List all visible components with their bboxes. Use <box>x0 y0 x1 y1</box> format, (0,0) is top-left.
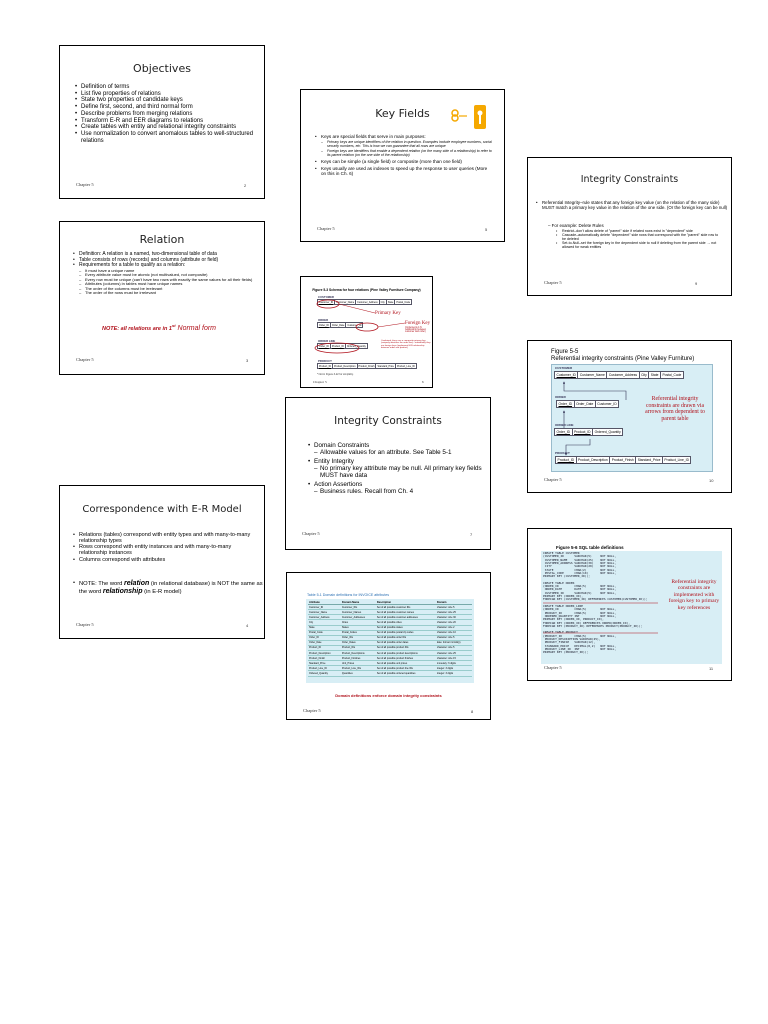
sql-line: STANDARD_PRICE DECIMAL(8,2) NOT NULL, <box>543 643 617 648</box>
table-cell: Customer_Name <box>308 610 341 615</box>
foreign-key-callout: Foreign Key <box>405 321 431 326</box>
relation-requirement: – Every attribute value must be atomic (not multivalued, not composite) <box>73 273 259 277</box>
column-cell: Product_Finish <box>358 364 375 368</box>
table-cell: integer: 3 digits <box>436 666 472 671</box>
sql-line: PRODUCT_ID CHAR(5) NOT NULL, <box>543 610 617 615</box>
column-cell: Customer_ID <box>597 402 617 406</box>
key-bullet: • Keys are special fields that serve in main purposes: <box>315 134 493 139</box>
table-cell: Product_Finishes <box>341 656 376 661</box>
pk-oval-customer <box>317 300 339 308</box>
constraint-type: • Entity Integrity <box>308 458 486 465</box>
table-cell: Postal_Codes <box>341 630 376 635</box>
column-cell: Product_Line_ID <box>664 458 689 462</box>
table-cell: character: size 5 <box>436 605 472 610</box>
table-cell: Set of all possible product line IDs <box>376 666 436 671</box>
relation-requirement: – The order of the columns must be irrelevant <box>73 287 259 291</box>
chapter-label: Chapter 5 <box>544 280 562 285</box>
slide-key-fields <box>300 89 505 242</box>
table-cell: Set of all possible unit prices <box>376 661 436 666</box>
note-part: (in E-R model) <box>142 589 182 596</box>
sql-line: (CUSTOMER_ID VARCHAR(5) NOT NULL, <box>543 554 617 559</box>
normal-form-note <box>102 323 216 332</box>
sql-line: PRODUCT_DESCRIPTION VARCHAR(25), <box>543 637 601 642</box>
sql-line: CUSTOMER_ID VARCHAR(5) NOT NULL, <box>543 590 617 595</box>
table-cell: Product_Line_ID <box>308 666 341 671</box>
column-header: Attribute <box>308 600 341 605</box>
table-cell: Set of all possible customer names <box>376 610 436 615</box>
table-cell: Set of all possible order IDs <box>376 635 436 640</box>
column-cell: Product_ID <box>319 364 331 368</box>
delete-rule: • Set-to-Null–set the foreign key in the dependent side to null if deleting from the parent side → not allowed for weak entities <box>556 241 721 249</box>
table-cell: character: size 5 <box>436 635 472 640</box>
table-cell: character: size 25 <box>436 610 472 615</box>
table-cell: character: size 2 <box>436 625 472 630</box>
table-cell: City <box>308 620 341 625</box>
column-cell: Product_Line_ID <box>396 364 415 368</box>
page-number: 10 <box>709 478 714 483</box>
chapter-label: Chapter 5 <box>317 226 335 231</box>
relation-bullet: • Table consists of rows (records) and columns (attribute or field) <box>73 258 259 264</box>
chapter-label: Chapter 5 <box>76 622 94 627</box>
table-label-order: ORDER <box>555 395 566 399</box>
sql-line: CITY VARCHAR(20) NOT NULL, <box>543 564 617 569</box>
table-label-order-line: ORDER LINE <box>555 423 574 427</box>
column-cell: Product_Description <box>578 458 608 462</box>
page-number: 6 <box>422 380 424 384</box>
chapter-label: Chapter 5 <box>544 477 562 482</box>
column-cell: Product_ID <box>574 430 591 434</box>
sql-line: ORDER_DATE DATE NOT NULL, <box>543 587 617 592</box>
sql-line: FOREIGN KEY (PRODUCT_ID) REFERENCES PRODUCT(PRODUCT_ID)); <box>543 623 643 628</box>
column-cell: Customer_Address <box>608 373 638 377</box>
slide-title: Correspondence with E-R Model <box>82 504 242 515</box>
note-relation: relation <box>124 580 150 587</box>
slide-figure-sql <box>527 528 732 681</box>
table-cell: character: size 15 <box>436 656 472 661</box>
referential-bullet: • Referential Integrity–rule states that any foreign key value (on the relation of the many side) MUST match a primary key value in the relation of the one side. (Or the foreign key can be null) <box>536 200 728 211</box>
table-cell: Set of all possible ordered quantities <box>376 671 436 676</box>
chapter-label: Chapter 5 <box>544 665 562 670</box>
constraint-type: • Domain Constraints <box>308 442 486 449</box>
table-cell: integer: 3 digits <box>436 671 472 676</box>
column-cell: Order_ID <box>558 402 573 406</box>
relation-requirement: – Attributes (columns) in tables must have unique names <box>73 282 259 286</box>
objective-item: • Transform E-R and EER diagrams to relations <box>75 118 255 125</box>
sql-line: PRODUCT_LINE_ID INT NOT NULL, <box>543 647 617 652</box>
table-cell: character: size 20 <box>436 620 472 625</box>
column-cell: Order_ID <box>319 323 329 327</box>
column-cell: City <box>641 373 647 377</box>
relation-note: • NOTE: The word relation (in relational database) is NOT the same as the word relationship (in E-R model) <box>73 580 263 596</box>
pk-pointer <box>339 304 375 313</box>
table-cell: Product_IDs <box>341 645 376 650</box>
objective-item: • Describe problems from merging relations <box>75 111 255 118</box>
table-cell: States <box>341 625 376 630</box>
delete-rules-sub: – For example: Delete Rules <box>548 223 604 228</box>
arrow-order-line-to-product <box>566 439 590 455</box>
objective-item: • Use normalization to convert anomalous tables to well-structured relations <box>75 131 255 144</box>
sql-line: PRIMARY KEY (PRODUCT_ID)); <box>543 650 589 655</box>
table-cell: Product_Descriptions <box>341 651 376 656</box>
slide-figure-schema <box>300 276 433 388</box>
column-cell: Customer_Name <box>336 300 355 304</box>
table-cell: Set of all possible states <box>376 625 436 630</box>
sql-line: FOREIGN KEY (CUSTOMER_ID) REFERENCES CUSTOMER(CUSTOMER_ID)); <box>543 597 648 602</box>
figure-title: Figure 5-6 SQL table definitions <box>556 545 624 550</box>
column-header: Domain Name <box>341 600 376 605</box>
page-number: 5 <box>485 227 488 232</box>
column-cell: Ordered_Quantity <box>346 344 366 348</box>
table-cell: character: size 10 <box>436 630 472 635</box>
table-cell: Set of all possible customer IDs <box>376 605 436 610</box>
chapter-label: Chapter 5 <box>76 182 94 187</box>
table-cell: Product_Finish <box>308 656 341 661</box>
figure-title: Figure 5-3 Schema for four relations (Pine Valley Furniture Company) <box>312 288 421 292</box>
column-header: Description <box>376 600 436 605</box>
column-cell: Product_Finish <box>611 458 634 462</box>
key-bullet: • Keys usually are used as indexes to speed up the response to user queries (More on this in Ch. 6) <box>315 166 493 176</box>
table-cell: Order_IDs <box>341 635 376 640</box>
table-cell: Set of all possible order dates <box>376 640 436 645</box>
relation-bullet: • Definition: A relation is a named, two-dimensional table of data <box>73 252 259 258</box>
sql-line: PRODUCT_FINISH VARCHAR(12), <box>543 640 596 645</box>
table-cell: character: size 25 <box>436 651 472 656</box>
key-sub-item: – Primary keys are unique identifiers of the relation in question. Examples include employee numbers, social security numbers, etc. This is how we can guarantee that all rows are unique <box>315 141 493 149</box>
key-highlight-ovals <box>301 277 433 388</box>
key-bullet: • Keys can be simple (a single field) or composite (more than one field) <box>315 159 493 164</box>
slide-objectives <box>59 45 265 199</box>
constraint-detail: – Allowable values for an attribute. See Table 5-1 <box>308 449 486 456</box>
table-cell: Postal_Code <box>308 630 341 635</box>
bullet-list <box>73 532 259 563</box>
slide-correspondence <box>59 485 265 639</box>
primary-key-callout: Primary Key <box>375 311 401 316</box>
sql-line: CUSTOMER_ADDRESS VARCHAR(30) NOT NULL, <box>543 560 617 565</box>
relation-requirement: – Every row must be unique (can't have two rows with exactly the same values for all their fields) <box>73 278 259 282</box>
table-cell: Standard_Price <box>308 661 341 666</box>
sub-text: For example: Delete Rules <box>551 223 604 228</box>
table-cell: Product_ID <box>308 645 341 650</box>
table-cell: Set of all possible product finishes <box>376 656 436 661</box>
referential-note: Referential integrity constraints are drawn via arrows from dependent to parent table <box>645 396 705 422</box>
table-cell: Set of all possible postal zip codes <box>376 630 436 635</box>
table-cell: Cities <box>341 620 376 625</box>
table-cell: Customer_ID <box>308 605 341 610</box>
table-cell: State <box>308 625 341 630</box>
table-cell: date: format mm/dd/yy <box>436 640 472 645</box>
column-cell: Customer_ID <box>556 373 576 377</box>
column-cell: Order_ID <box>319 344 329 348</box>
table-cell: Set of all possible product descriptions <box>376 651 436 656</box>
table-cell: Customer_IDs <box>341 605 376 610</box>
ck-oval-order-line <box>315 343 359 353</box>
table-cell: character: size 5 <box>436 645 472 650</box>
page-number: 7 <box>470 532 473 537</box>
page-number: 3 <box>246 358 249 363</box>
chapter-label: Chapter 5 <box>313 380 327 384</box>
table-cell: Set of all possible cities <box>376 620 436 625</box>
relation-bullet: • Requirements for a table to qualify as a relation: <box>73 263 259 269</box>
note-part: (in relational database) is NOT the same as the word <box>79 581 263 596</box>
page-number: 9 <box>695 281 698 286</box>
table-label-product: PRODUCT <box>555 451 570 455</box>
key-sub-item: – Foreign keys are identifiers that enable a dependent relation (on the many side of a relationship) to refer to its parent relation (on the one side of the relationship) <box>315 150 493 158</box>
sql-note: Referential integrity constraints are implemented with foreign key to primary key references <box>668 579 720 611</box>
sql-line: (ORDER_ID CHAR(5) NOT NULL, <box>543 584 617 589</box>
table-title: Table 5-1 Domain definitions for INVOICE attributes <box>307 593 390 597</box>
sql-line: CREATE TABLE PRODUCT <box>543 630 578 635</box>
page-number: 11 <box>709 666 714 671</box>
note-relationship: relationship <box>102 588 143 596</box>
chapter-label: Chapter 5 <box>302 531 320 536</box>
sql-line: PRIMARY KEY (ORDER_ID), <box>543 594 584 599</box>
table-cell: Order_ID <box>308 635 341 640</box>
column-cell: Standard_Price <box>377 364 394 368</box>
bullet-list <box>315 134 493 178</box>
table-cell: Set of all possible customer addresses <box>376 615 436 620</box>
sql-line: FOREIGN KEY (ORDER_ID) REFERENCES ORDER(ORDER_ID), <box>543 620 631 625</box>
objective-item: • Definition of terms <box>75 84 255 91</box>
figure-footnote: * Not in Figure 3-22 for simplicity. <box>317 373 354 376</box>
slide-figure-referential <box>527 340 732 493</box>
objective-item: • Define first, second, and third normal form <box>75 104 255 111</box>
sql-line: STATE CHAR(2) NOT NULL, <box>543 567 617 572</box>
column-cell: Order_Date <box>576 402 594 406</box>
foreign-key-note: (implements 1:N relationship between customer and order) <box>405 327 427 333</box>
note-suffix: Normal form <box>175 324 217 332</box>
table-cell: Customer_Addresses <box>341 615 376 620</box>
sql-line: PRIMARY KEY (CUSTOMER_ID)); <box>543 574 590 579</box>
column-cell: Standard_Price <box>637 458 661 462</box>
chapter-label: Chapter 5 <box>76 357 94 362</box>
domain-definitions-table <box>308 600 472 677</box>
page-number: 4 <box>246 623 249 628</box>
table-cell: Set of all possible product IDs <box>376 645 436 650</box>
table-cell: Quantities <box>341 671 376 676</box>
composite-key-note: Combined, these are a composite primary key (uniquely identifies the order line)...individually they are foreign keys (implement M:N relationship between order and product) <box>381 340 431 350</box>
constraint-detail: – No primary key attribute may be null. All primary key fields MUST have data <box>308 465 486 479</box>
column-cell: Customer_ID <box>347 323 362 327</box>
objective-item: • List five properties of relations <box>75 91 255 98</box>
slide-title: Integrity Constraints <box>334 415 442 427</box>
column-cell: State <box>650 373 659 377</box>
table-cell: character: size 30 <box>436 615 472 620</box>
delete-rule: • Restrict–don't allow delete of "parent" side if related rows exist in "dependent" side <box>556 229 721 233</box>
sql-line: ORDERED_QUANTITY INT NOT NULL, <box>543 613 617 618</box>
sql-line: PRIMARY KEY (ORDER_ID, PRODUCT_ID), <box>543 617 604 622</box>
column-cell: City <box>380 300 385 304</box>
table-cell: Unit_Prices <box>341 661 376 666</box>
fk-oval-order <box>356 323 378 331</box>
sql-line: CREATE TABLE CUSTOMER <box>543 551 580 555</box>
column-cell: Order_ID <box>556 430 571 434</box>
slide-relation <box>59 221 265 375</box>
note-prefix: NOTE: all relations are in 1 <box>102 325 172 332</box>
bullet-list <box>308 442 486 497</box>
column-cell: Postal_Code <box>396 300 411 304</box>
slide-integrity-constraints-2 <box>527 157 732 296</box>
sql-line: CUSTOMER_NAME VARCHAR(25) NOT NULL, <box>543 557 617 562</box>
objective-item: • Create tables with entity and relational integrity constraints <box>75 124 255 131</box>
sql-line: CREATE TABLE ORDER <box>543 580 575 585</box>
key-icon <box>449 105 489 129</box>
table-label-order: ORDER <box>318 318 329 322</box>
chapter-label: Chapter 5 <box>303 708 321 713</box>
slide-title: Relation <box>139 233 185 246</box>
column-cell: Customer_ID <box>319 300 334 304</box>
sql-line: POSTAL_CODE CHAR(10) NOT NULL, <box>543 570 617 575</box>
delete-rule: • Cascade–automatically delete "dependent" side rows that correspond with the "parent" side row to be deleted <box>556 233 721 241</box>
delete-rules-list <box>556 229 721 249</box>
slide-title: Integrity Constraints <box>580 174 679 185</box>
slide-integrity-constraints-1 <box>285 397 491 550</box>
relation-requirement: – The order of the rows must be irrelevant <box>73 291 259 295</box>
column-cell: State <box>387 300 394 304</box>
table-cell: Product_Description <box>308 651 341 656</box>
page-number: 8 <box>471 709 474 714</box>
correspondence-bullet: • Rows correspond with entity instances and with many-to-many relationship instances <box>73 544 259 556</box>
correspondence-bullet: • Columns correspond with attributes <box>73 557 259 563</box>
arrow-order-to-customer <box>564 382 626 400</box>
bullet-list <box>75 84 255 144</box>
relation-requirement: – It must have a unique name <box>73 269 259 273</box>
table-cell: Product_Line_IDs <box>341 666 376 671</box>
bullet-list <box>73 252 259 296</box>
page-number: 2 <box>244 183 247 188</box>
column-cell: Product_Description <box>333 364 356 368</box>
table-cell: Customer_Address <box>308 615 341 620</box>
constraint-detail: – Business rules. Recall from Ch. 4 <box>308 488 486 495</box>
slide-title: Key Fields <box>375 107 430 120</box>
table-cell: Order_Date <box>308 640 341 645</box>
sql-line: CREATE TABLE ORDER_LINE <box>543 603 584 608</box>
column-cell: Product_ID <box>557 458 574 462</box>
column-cell: Customer_Address <box>357 300 378 304</box>
note-sup: st <box>172 323 176 328</box>
objective-item: • State two properties of candidate keys <box>75 97 255 104</box>
column-cell: Product_ID <box>331 344 344 348</box>
column-cell: Postal_Code <box>662 373 682 377</box>
table-cell: monetary: 6 digits <box>436 661 472 666</box>
column-cell: Customer_Name <box>579 373 605 377</box>
column-cell: Ordered_Quantity <box>594 430 621 434</box>
domain-caption: Domain definitions enforce domain integrity constraints <box>335 693 442 698</box>
table-label-customer: CUSTOMER <box>318 295 334 299</box>
slide-title: Objectives <box>133 62 191 75</box>
sql-line: (ORDER_ID CHAR(5) NOT NULL, <box>543 607 617 612</box>
table-row <box>308 671 472 676</box>
column-cell: Order_Date <box>331 323 345 327</box>
table-cell: Order_Dates <box>341 640 376 645</box>
fk-pointer <box>378 323 405 327</box>
column-header: Domain <box>436 600 472 605</box>
constraint-type: • Action Assertions <box>308 481 486 488</box>
table-label-product: PRODUCT <box>318 359 332 363</box>
note-part: NOTE: The word <box>79 581 124 587</box>
correspondence-bullet: • Relations (tables) correspond with entity types and with many-to-many relationship types <box>73 532 259 544</box>
figure-title: Figure 5-5 <box>551 349 579 355</box>
table-cell: Customer_Names <box>341 610 376 615</box>
slide-domain-table <box>286 572 491 720</box>
figure-subtitle: Referential integrity constraints (Pine Valley Furniture) <box>551 356 695 362</box>
bullet-text: Referential Integrity–rule states that any foreign key value (on the relation of the many side) MUST match a primary key value in the relation of the one side. (Or the foreign key can be null) <box>542 200 728 211</box>
table-cell: Ordered_Quantity <box>308 671 341 676</box>
table-label-order-line: ORDER LINE <box>318 339 336 343</box>
sql-line: (PRODUCT_ID CHAR(5) NOT NULL, <box>543 633 617 638</box>
table-label-customer: CUSTOMER <box>555 366 573 370</box>
